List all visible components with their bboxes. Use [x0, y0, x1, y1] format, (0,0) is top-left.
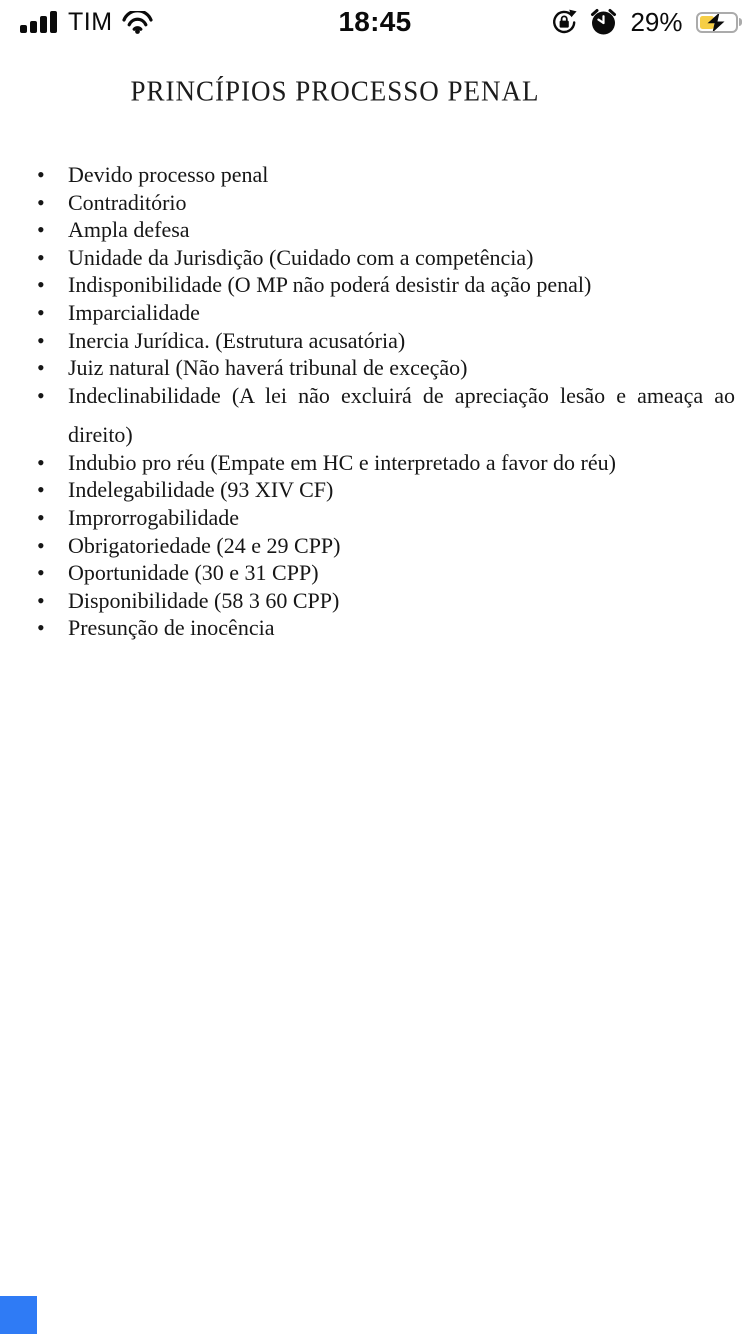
document-page[interactable]	[0, 44, 750, 642]
status-bar	[0, 0, 750, 44]
carrier-label: TIM	[68, 7, 113, 36]
list-item-text: Indisponibilidade (O MP não poderá desistir da ação penal)	[68, 272, 592, 298]
list-item-text: Ampla defesa	[68, 217, 190, 243]
orientation-lock-icon	[549, 7, 579, 37]
list-item	[0, 587, 735, 615]
wifi-icon	[121, 11, 154, 34]
list-item-text: Inercia Jurídica. (Estrutura acusatória)	[68, 327, 406, 353]
bullet-icon: •	[37, 189, 45, 215]
status-bar-left	[20, 8, 154, 37]
list-item-text: Indubio pro réu (Empate em HC e interpretado a favor do réu)	[68, 449, 616, 475]
list-item-text: Indeclinabilidade (A lei não excluirá de apreciação lesão e ameaça ao direito)	[68, 382, 735, 447]
list-item-text: Imparcialidade	[68, 299, 200, 325]
list-item	[0, 244, 735, 272]
list-item-text: Improrrogabilidade	[68, 504, 240, 530]
list-item-text: Juiz natural (Não haverá tribunal de exceção)	[68, 355, 468, 381]
bullet-icon: •	[37, 217, 45, 243]
bullet-icon: •	[37, 272, 45, 298]
list-item	[0, 376, 735, 454]
bullet-list	[0, 161, 750, 642]
battery-charging-icon	[696, 12, 743, 33]
list-item	[0, 504, 735, 532]
list-item-text: Oportunidade (30 e 31 CPP)	[68, 560, 319, 586]
list-item	[0, 559, 735, 587]
bullet-icon: •	[37, 299, 45, 325]
clock: 18:45	[338, 6, 412, 37]
list-item-text: Disponibilidade (58 3 60 CPP)	[68, 587, 340, 613]
bullet-icon: •	[37, 449, 45, 475]
bullet-icon: •	[37, 382, 45, 408]
bullet-icon: •	[37, 587, 45, 613]
cellular-signal-icon	[20, 11, 60, 33]
list-item-text: Unidade da Jurisdição (Cuidado com a competência)	[68, 244, 534, 270]
bullet-icon: •	[37, 615, 45, 641]
list-item	[0, 614, 735, 642]
bullet-icon: •	[37, 477, 45, 503]
list-item	[0, 216, 735, 244]
list-item-text: Presunção de inocência	[68, 615, 275, 641]
list-item	[0, 299, 735, 327]
battery-body	[696, 12, 738, 33]
list-item-text: Contraditório	[68, 189, 187, 215]
list-item	[0, 532, 735, 560]
list-item	[0, 327, 735, 355]
bullet-icon: •	[37, 560, 45, 586]
list-item-text: Devido processo penal	[68, 162, 269, 187]
list-item	[0, 161, 735, 189]
list-item	[0, 189, 735, 217]
bullet-icon: •	[37, 327, 45, 353]
blue-corner-artifact	[0, 1296, 37, 1334]
list-item-text: Obrigatoriedade (24 e 29 CPP)	[68, 532, 341, 558]
list-item	[0, 476, 735, 504]
bullet-icon: •	[37, 244, 45, 270]
list-item	[0, 449, 735, 477]
battery-cap	[739, 18, 742, 26]
bullet-icon: •	[37, 162, 45, 187]
list-item	[0, 271, 735, 299]
alarm-clock-icon	[588, 7, 619, 37]
document-title: PRINCÍPIOS PROCESSO PENAL	[130, 75, 540, 107]
bullet-icon: •	[37, 504, 45, 530]
status-bar-right	[549, 7, 742, 38]
bullet-icon: •	[37, 532, 45, 558]
battery-percent: 29%	[630, 6, 683, 37]
list-item-text: Indelegabilidade (93 XIV CF)	[68, 477, 334, 503]
bullet-icon: •	[37, 355, 45, 381]
charging-bolt-icon	[698, 14, 736, 31]
